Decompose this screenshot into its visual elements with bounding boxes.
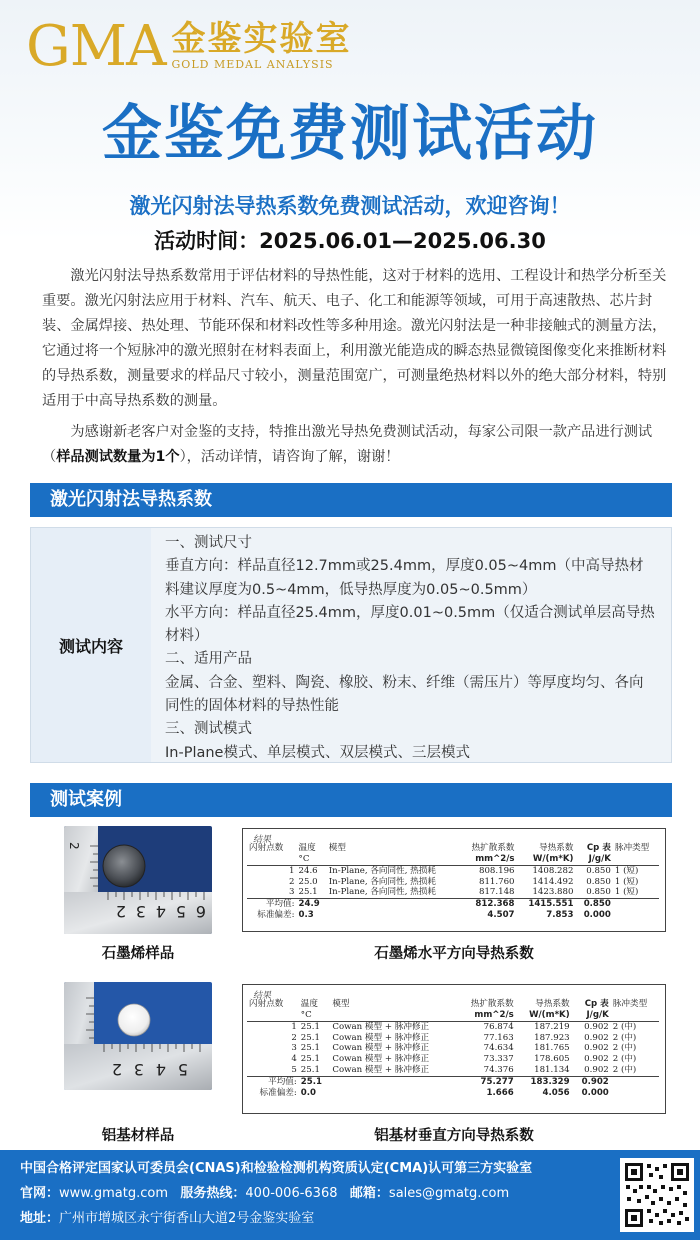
cell: 25.1	[299, 1076, 331, 1087]
cell	[330, 1088, 456, 1099]
cell: 平均值:	[247, 899, 297, 910]
activity-date: 活动时间：2025.06.01—2025.06.30	[154, 229, 546, 253]
col-unit	[247, 854, 297, 865]
cell: 4	[291, 1054, 297, 1065]
cell: 0.0	[300, 1087, 317, 1098]
sub-title: 激光闪射法导热系数免费测试活动，欢迎咨询！	[129, 194, 571, 218]
svg-text:2: 2	[67, 842, 81, 850]
detail-line: 一、测试尺寸	[165, 535, 252, 551]
detail-line: In-Plane模式、单层模式、双层模式、三层模式	[165, 744, 470, 761]
hotline-label: 服务热线：	[180, 1186, 246, 1201]
cell: 1414.492	[532, 876, 574, 887]
col-header: 闪射点数	[249, 999, 284, 1009]
col-header: Cp 表	[586, 843, 611, 853]
address-line	[20, 1210, 314, 1228]
cell: 25.1	[300, 1054, 320, 1065]
qr-code-icon[interactable]	[620, 1158, 694, 1232]
cell: 1 (短)	[614, 876, 639, 887]
cell: 25.1	[300, 1021, 320, 1032]
cell: 2	[291, 1032, 297, 1043]
offer-text-start: 为感谢新老客户对金鉴的支持，特推出激光导热免费测试活动，每家公司限一款产品进行测试（	[42, 424, 653, 465]
cell: 0.902	[584, 1054, 609, 1065]
ruler-number: 4	[155, 1060, 166, 1079]
graphene-result-caption: 石墨烯水平方向导热系数	[374, 946, 534, 962]
cell: 25.1	[300, 1064, 320, 1075]
cell: 0.850	[586, 865, 611, 876]
intro-paragraph: 激光闪射法导热系数常用于评估材料的导热性能，这对于材料的选用、工程设计和热学分析至关重要。激光闪射法应用于材料、汽车、航天、电子、化工和能源等领域，可用于高速散热、芯片封装、金属焊接、热处理、节能环保和材料改性等多种用途。激光闪射法是一种非接触式的测量方法，它通过将一个短脉冲的激光照射在材料表面上，利用激光能造成的瞬态热显微镜图像变化来推断材料的导热系数，测量要求的样品尺寸较小，测量范围宽广，可测量绝热材料以外的绝大部分材料，特别适用于中高导热系数的测量。	[42, 268, 667, 409]
cell: 187.219	[534, 1021, 570, 1032]
cell: 2 (中)	[612, 1043, 637, 1054]
col-header: Cp 表	[584, 999, 609, 1009]
logo-gma-text: GMA	[26, 14, 166, 79]
result-table-title: 结果	[253, 835, 272, 845]
col-header: 温度	[300, 999, 318, 1009]
col-header: 闪射点数	[249, 843, 284, 853]
ruler-number: 3	[135, 902, 146, 921]
cell: 4.507	[487, 909, 515, 920]
website-link[interactable]: www.gmatg.com	[59, 1186, 168, 1201]
table-row	[247, 1054, 659, 1065]
col-unit: °C	[299, 1010, 331, 1021]
table-row	[247, 1065, 659, 1076]
section-title: 激光闪射法导热系数	[50, 489, 212, 510]
table-row	[247, 1043, 659, 1054]
cell: 1	[289, 865, 295, 876]
table-row-average	[247, 899, 659, 910]
col-header: 脉冲类型	[614, 843, 650, 853]
cell: 817.148	[478, 887, 515, 898]
page-header	[0, 0, 700, 253]
cell: 181.134	[534, 1064, 570, 1075]
cell: Cowan 模型 + 脉冲修正	[332, 1032, 430, 1043]
col-header: 脉冲类型	[612, 999, 648, 1009]
address-label: 地址：	[20, 1211, 60, 1226]
cell: 3	[289, 887, 295, 898]
detail-line: 金属、合金、塑料、陶瓷、橡胶、粉末、纤维（需压片）等厚度均匀、各向同性的固体材料的导热性能	[165, 674, 644, 715]
cell: 74.376	[483, 1064, 514, 1075]
logo-english-name: GOLD MEDAL ANALYSIS	[171, 58, 334, 71]
cell: 0.902	[584, 1043, 609, 1054]
offer-paragraph	[42, 420, 672, 470]
ruler-number: 6	[195, 902, 206, 921]
section-title: 测试案例	[50, 789, 122, 810]
company-logo	[26, 16, 352, 86]
cell: 0.3	[298, 909, 314, 920]
col-unit: J/g/K	[575, 854, 612, 865]
cell: In-Plane, 各向同性, 热损耗	[328, 887, 436, 898]
cell: 1408.282	[532, 865, 574, 876]
col-unit: °C	[297, 854, 327, 865]
cell: 2 (中)	[612, 1064, 637, 1075]
col-unit: mm^2/s	[457, 1010, 516, 1021]
col-unit: W/(m*K)	[517, 854, 576, 865]
cell: 3	[291, 1043, 297, 1054]
graphene-sample-caption: 石墨烯样品	[101, 946, 175, 962]
cell: 2 (中)	[612, 1054, 637, 1065]
table-row-average	[247, 1076, 659, 1087]
cell: 4.056	[542, 1087, 570, 1098]
graphene-sample-photo	[64, 826, 212, 934]
offer-text-end: ），活动详情，请咨询了解，谢谢！	[179, 449, 400, 465]
cell: In-Plane, 各向同性, 热损耗	[328, 865, 436, 876]
test-content-table	[30, 527, 672, 763]
table-row	[247, 1021, 659, 1032]
col-unit: W/(m*K)	[516, 1010, 572, 1021]
aluminum-result-caption: 铝基材垂直方向导热系数	[374, 1128, 534, 1144]
cell	[613, 910, 659, 921]
cell: 1423.880	[532, 887, 574, 898]
cell: 811.760	[478, 876, 515, 887]
cell: Cowan 模型 + 脉冲修正	[332, 1054, 430, 1065]
cell	[613, 899, 659, 910]
col-header: 热扩散系数	[471, 843, 515, 853]
col-header: 导热系数	[539, 843, 574, 853]
cell: 7.853	[546, 909, 574, 920]
section-bar-method	[30, 483, 672, 517]
cell	[327, 910, 460, 921]
cell: 1	[291, 1021, 297, 1032]
table-row	[247, 877, 659, 888]
col-unit	[327, 854, 460, 865]
cell: 25.1	[300, 1043, 320, 1054]
ruler-number: 5	[175, 902, 186, 921]
cell: 0.902	[584, 1064, 609, 1075]
offer-text-bold: 样品测试数量为1个	[56, 449, 180, 465]
col-header: 温度	[298, 843, 316, 853]
cell: 0.902	[584, 1021, 609, 1032]
cell: Cowan 模型 + 脉冲修正	[332, 1043, 430, 1054]
aluminum-sample-photo	[64, 982, 212, 1090]
cell: 标准偏差:	[259, 1087, 297, 1098]
detail-line: 三、测试模式	[165, 721, 252, 738]
cell: 2 (中)	[612, 1032, 637, 1043]
cell: 181.765	[534, 1043, 570, 1054]
col-unit	[613, 854, 659, 865]
result-table-title: 结果	[253, 991, 272, 1001]
email-link[interactable]: sales@gmatg.com	[388, 1186, 510, 1201]
cell: Cowan 模型 + 脉冲修正	[332, 1064, 430, 1075]
main-title: 金鉴免费测试活动	[102, 99, 598, 169]
cell: 1415.551	[517, 899, 576, 910]
ruler-number: 2	[111, 1060, 122, 1079]
cell: 0.000	[581, 1087, 609, 1098]
col-unit: mm^2/s	[460, 854, 516, 865]
table-row-stddev	[247, 1088, 659, 1099]
table-row	[247, 1033, 659, 1044]
aluminum-result-table	[242, 984, 666, 1114]
ruler-number: 3	[133, 1060, 144, 1079]
cell: 2 (中)	[612, 1021, 637, 1032]
cell: 0.850	[586, 876, 611, 887]
col-header: 模型	[332, 999, 350, 1009]
cell: 187.923	[534, 1032, 570, 1043]
cell: 1 (短)	[614, 865, 639, 876]
cell: 0.850	[586, 887, 611, 898]
address-text: 广州市增城区永宁街香山大道2号金鉴实验室	[59, 1211, 315, 1226]
website-label: 官网：	[20, 1186, 60, 1201]
col-unit	[247, 1010, 299, 1021]
ruler-number: 5	[177, 1060, 188, 1079]
cell: 24.6	[298, 865, 318, 876]
page-footer	[0, 1150, 700, 1240]
cell: 76.874	[483, 1021, 514, 1032]
detail-line: 二、适用产品	[165, 651, 252, 668]
col-header: 模型	[328, 843, 346, 853]
graphene-result-table	[242, 828, 666, 932]
cell: 25.0	[298, 876, 318, 887]
cell: 2	[289, 876, 295, 887]
cell: 73.337	[483, 1054, 514, 1065]
ruler-number: 4	[155, 902, 166, 921]
cell: 1.666	[486, 1087, 514, 1098]
table-row-stddev	[247, 910, 659, 921]
cell: 808.196	[478, 865, 515, 876]
cell: 0.000	[583, 909, 611, 920]
cell: 74.634	[483, 1043, 514, 1054]
table-row	[247, 865, 659, 876]
cell: In-Plane, 各向同性, 热损耗	[328, 876, 436, 887]
cell	[611, 1076, 659, 1087]
contact-line	[20, 1185, 509, 1203]
table-row	[247, 887, 659, 898]
cell: 24.9	[297, 899, 327, 910]
col-unit	[611, 1010, 659, 1021]
cell	[611, 1088, 659, 1099]
cell: 0.902	[584, 1032, 609, 1043]
cell: 平均值:	[247, 1076, 299, 1087]
section-bar-cases	[30, 783, 672, 817]
detail-line: 水平方向：样品直径25.4mm，厚度0.01~0.5mm（仅适合测试单层高导热材料）	[165, 604, 655, 645]
cell	[327, 899, 460, 910]
cell: 0.902	[572, 1076, 611, 1087]
detail-line: 垂直方向：样品直径12.7mm或25.4mm，厚度0.05~4mm（中高导热材料建议厚度为0.5~4mm，低导热厚度为0.05~0.5mm）	[165, 558, 644, 598]
col-header: 热扩散系数	[470, 999, 514, 1009]
cell: 75.277	[457, 1076, 516, 1087]
cell: Cowan 模型 + 脉冲修正	[332, 1021, 430, 1032]
aluminum-sample-caption: 铝基材样品	[101, 1128, 175, 1144]
test-content-label: 测试内容	[31, 528, 151, 762]
accreditation-line: 中国合格评定国家认可委员会(CNAS)和检验检测机构资质认定(CMA)认可第三方实验室	[20, 1161, 533, 1176]
col-unit: J/g/K	[572, 1010, 611, 1021]
email-label: 邮箱：	[349, 1186, 389, 1201]
cell: 183.329	[516, 1076, 572, 1087]
test-content-details	[151, 528, 671, 762]
hotline-number[interactable]: 400-006-6368	[245, 1186, 338, 1201]
logo-chinese-name: 金鉴实验室	[171, 19, 352, 59]
cell: 标准偏差:	[257, 909, 295, 920]
cell: 25.1	[300, 1032, 320, 1043]
cell: 5	[291, 1064, 297, 1075]
cell: 25.1	[298, 887, 318, 898]
col-header: 导热系数	[535, 999, 570, 1009]
cell	[330, 1076, 456, 1087]
ruler-number: 2	[115, 902, 126, 921]
cell: 812.368	[460, 899, 516, 910]
cell: 1 (短)	[614, 887, 639, 898]
cell: 178.605	[534, 1054, 570, 1065]
cell: 77.163	[483, 1032, 514, 1043]
col-unit	[330, 1010, 456, 1021]
cell: 0.850	[575, 899, 612, 910]
